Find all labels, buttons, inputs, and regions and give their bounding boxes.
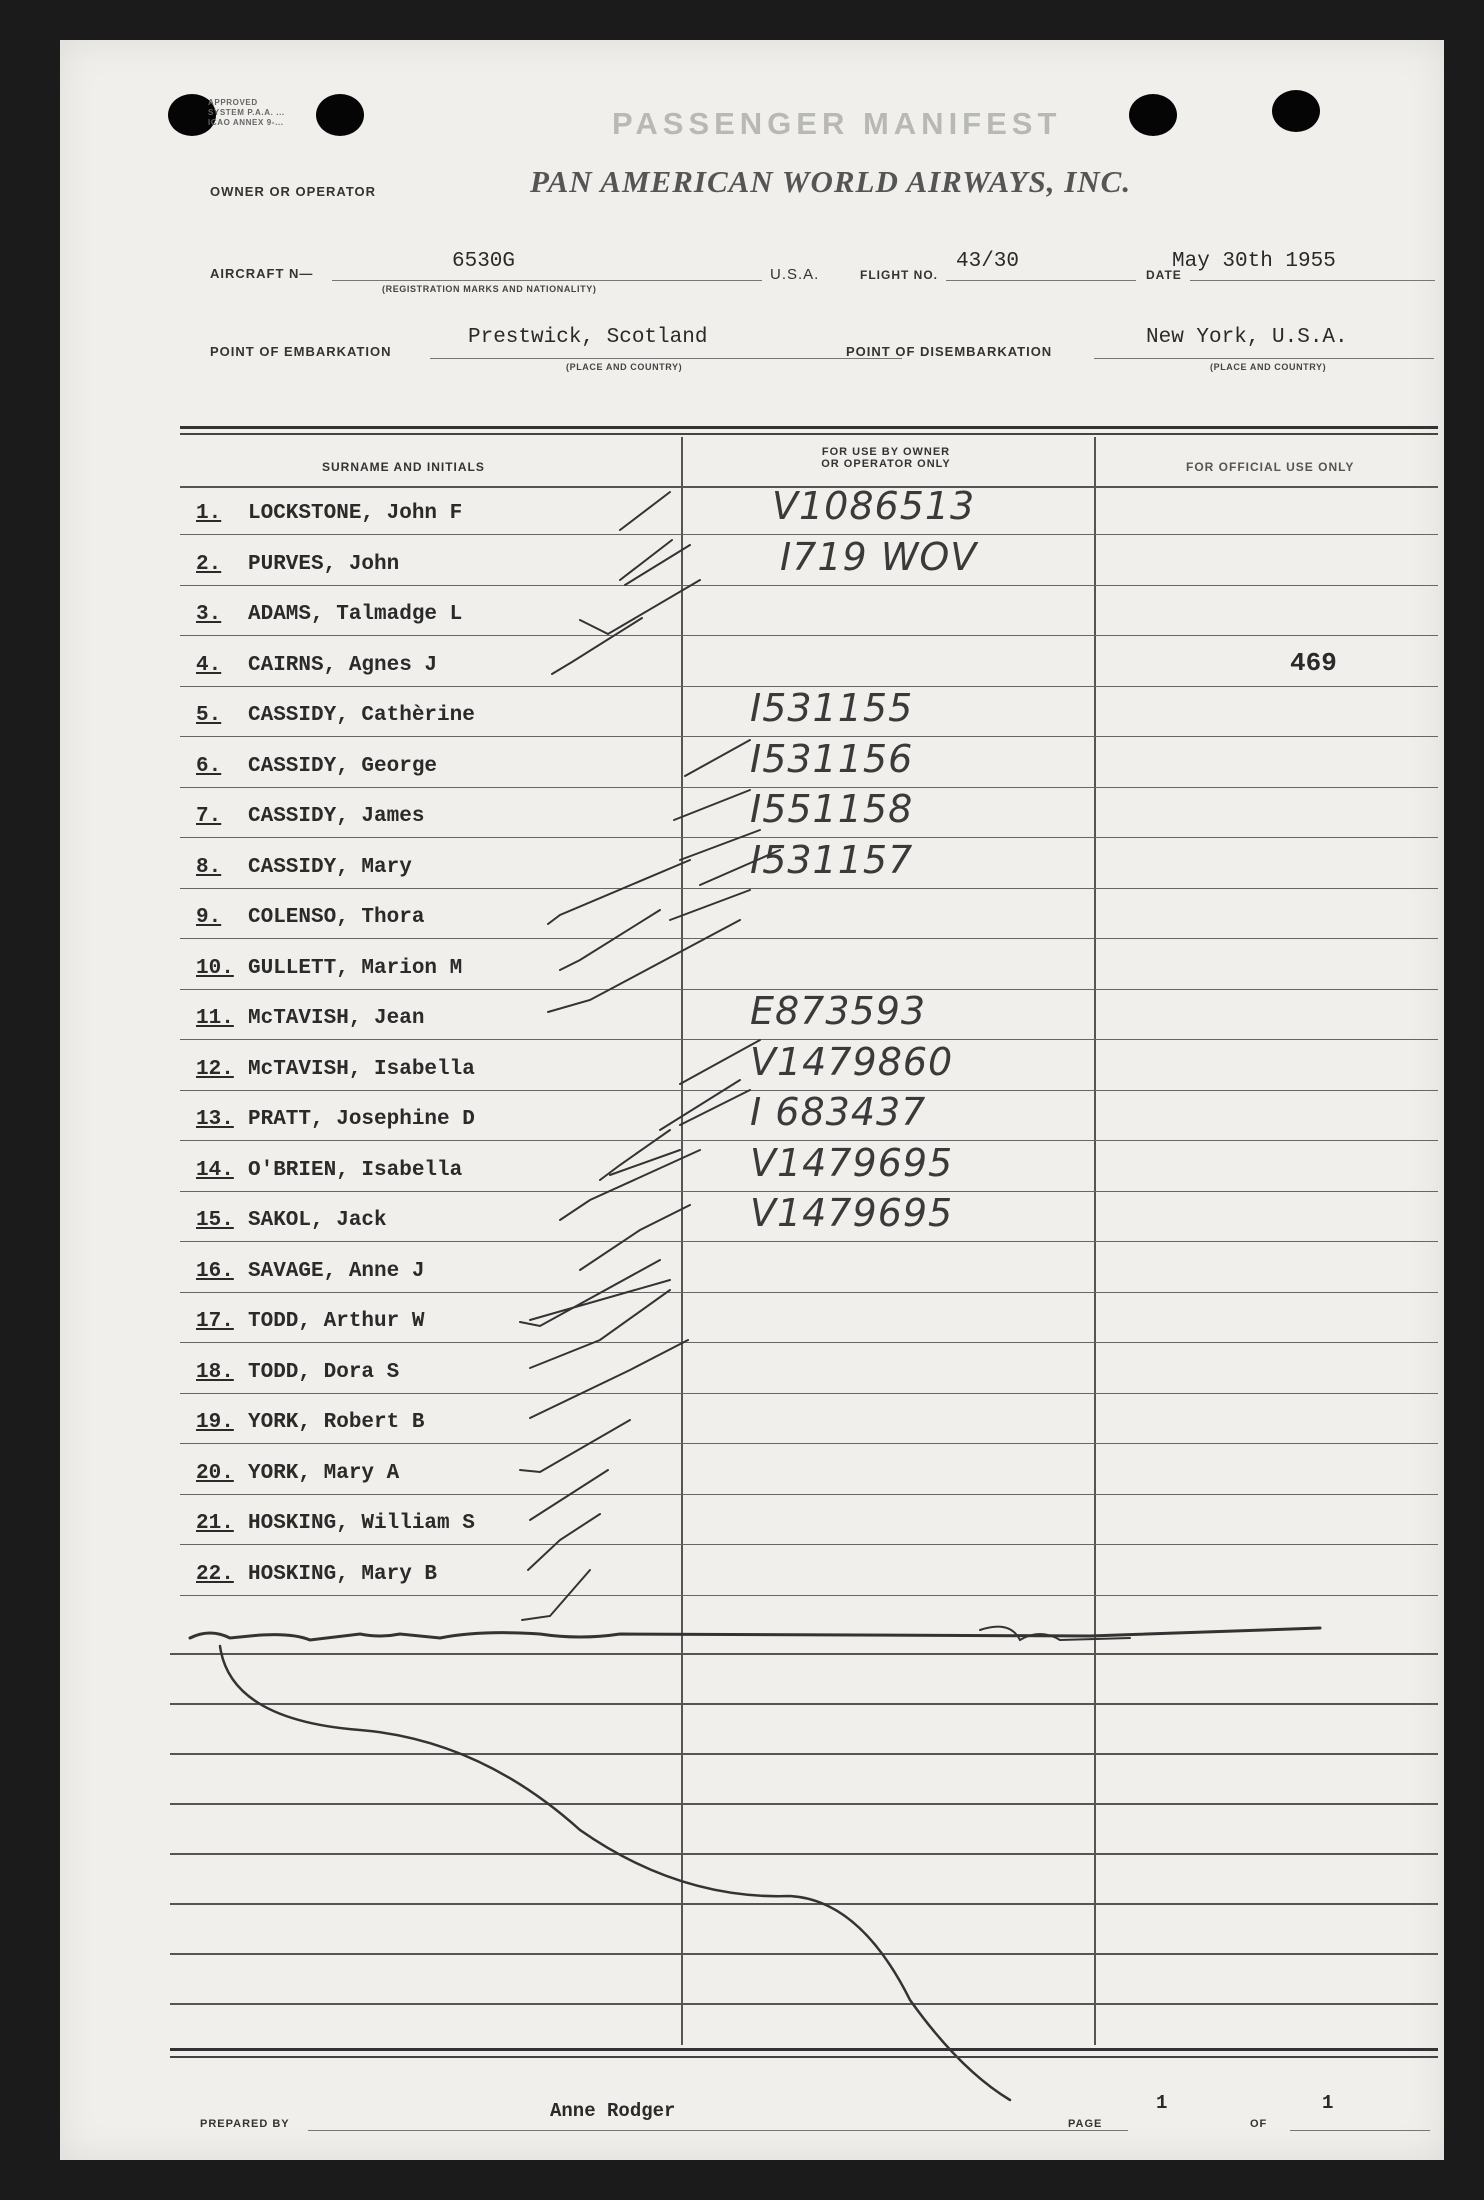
passenger-name: TODD, Dora S	[248, 1360, 400, 1384]
passenger-name: PRATT, Josephine D	[248, 1108, 475, 1131]
check-mark	[680, 830, 760, 860]
date-value: May 30th 1955	[1172, 250, 1336, 273]
row-number: 15.	[196, 1209, 234, 1232]
row-number: 16.	[196, 1259, 234, 1283]
passenger-name: CAIRNS, Agnes J	[248, 653, 438, 677]
passenger-name: YORK, Mary A	[248, 1461, 400, 1485]
embark-caption: (PLACE AND COUNTRY)	[566, 362, 683, 372]
passport-number: E873593	[750, 989, 927, 1033]
owner-label: OWNER OR OPERATOR	[210, 184, 377, 199]
embark-label: POINT OF EMBARKATION	[210, 344, 392, 359]
row-number: 8.	[196, 855, 222, 879]
total-pages: 1	[1322, 2092, 1334, 2114]
passenger-name: McTAVISH, Jean	[248, 1007, 425, 1030]
column-header-owner-use: FOR USE BY OWNER OR OPERATOR ONLY	[821, 446, 951, 470]
row-number: 21.	[196, 1512, 234, 1535]
passenger-name: ADAMS, Talmadge L	[248, 603, 463, 626]
official-note: 469	[1290, 648, 1337, 678]
passenger-name: TODD, Arthur W	[248, 1310, 425, 1333]
passenger-name: HOSKING, William S	[248, 1512, 475, 1535]
passenger-name: CASSIDY, James	[248, 805, 425, 828]
disembark-label: POINT OF DISEMBARKATION	[846, 344, 1053, 359]
row-number: 20.	[196, 1461, 234, 1485]
check-mark	[580, 1205, 690, 1270]
row-number: 14.	[196, 1158, 234, 1182]
flight-value: 43/30	[956, 250, 1020, 273]
usa-label: U.S.A.	[770, 266, 820, 283]
check-mark	[520, 1260, 670, 1326]
row-number: 6.	[196, 754, 222, 778]
row-number: 11.	[196, 1007, 234, 1030]
page-label: PAGE	[1068, 2118, 1103, 2130]
aircraft-value: 6530G	[452, 250, 516, 273]
check-mark	[620, 492, 670, 530]
check-mark	[548, 850, 780, 924]
row-number: 13.	[196, 1108, 234, 1131]
row-number: 22.	[196, 1562, 234, 1586]
check-mark	[528, 1514, 600, 1570]
row-number: 19.	[196, 1411, 234, 1434]
cancel-line	[220, 1646, 1010, 2100]
passport-number: I531156	[750, 736, 914, 781]
passenger-name: PURVES, John	[248, 552, 400, 576]
passenger-name: SAVAGE, Anne J	[248, 1259, 425, 1283]
row-number: 9.	[196, 906, 222, 929]
aircraft-label: AIRCRAFT N—	[210, 266, 314, 281]
passenger-name: CASSIDY, George	[248, 754, 438, 778]
passport-number: I 683437	[750, 1090, 927, 1134]
embark-value: Prestwick, Scotland	[468, 326, 708, 349]
passport-number: V1086513	[772, 484, 976, 528]
column-header-official: FOR OFFICIAL USE ONLY	[1186, 460, 1355, 474]
date-label: DATE	[1146, 268, 1182, 282]
check-mark	[530, 1340, 688, 1418]
row-number: 5.	[196, 704, 222, 727]
row-number: 3.	[196, 603, 222, 626]
passenger-name: LOCKSTONE, John F	[248, 502, 463, 525]
passport-number: V1479695	[750, 1191, 954, 1235]
owner-value: PAN AMERICAN WORLD AIRWAYS, INC.	[530, 164, 1132, 199]
check-mark	[552, 618, 642, 674]
flight-label: FLIGHT NO.	[860, 268, 938, 282]
of-label: OF	[1250, 2118, 1268, 2130]
manifest-sheet	[60, 40, 1444, 2160]
row-number: 18.	[196, 1360, 234, 1384]
check-mark	[660, 1080, 750, 1130]
approval-stamp-line: APPROVED	[208, 98, 258, 107]
passport-number: I719 WOV	[780, 534, 978, 579]
approval-stamp-line: ICAO ANNEX 9-...	[208, 118, 284, 127]
registration-caption: (REGISTRATION MARKS AND NATIONALITY)	[382, 284, 597, 294]
approval-stamp-line: SYSTEM P.A.A. ...	[208, 108, 285, 117]
check-mark	[530, 1470, 608, 1520]
check-mark	[580, 580, 700, 634]
check-mark	[620, 540, 690, 585]
passenger-name: CASSIDY, Cathèrine	[248, 704, 475, 727]
row-number: 10.	[196, 956, 234, 980]
check-mark	[530, 1290, 670, 1368]
row-number: 1.	[196, 502, 222, 525]
passenger-name: YORK, Robert B	[248, 1411, 425, 1434]
disembark-caption: (PLACE AND COUNTRY)	[1210, 362, 1327, 372]
handwritten-marks	[60, 40, 1444, 2160]
end-of-list-line	[190, 1628, 1320, 1640]
row-number: 7.	[196, 805, 222, 828]
passport-number: I551158	[750, 787, 914, 831]
check-mark	[685, 740, 750, 776]
page-title: PASSENGER MANIFEST	[612, 106, 1062, 141]
check-mark	[674, 790, 750, 820]
column-header-surname: SURNAME AND INITIALS	[322, 460, 485, 474]
passport-number: V1479695	[750, 1140, 954, 1185]
check-mark	[520, 1420, 630, 1472]
row-number: 2.	[196, 552, 222, 576]
passenger-name: HOSKING, Mary B	[248, 1562, 438, 1586]
row-number: 17.	[196, 1310, 234, 1333]
row-number: 12.	[196, 1057, 234, 1081]
initials-scribble	[980, 1627, 1130, 1640]
passenger-name: SAKOL, Jack	[248, 1209, 387, 1232]
page-number: 1	[1156, 2092, 1168, 2114]
passport-number: V1479860	[750, 1039, 954, 1084]
prepared-label: PREPARED BY	[200, 2118, 290, 2130]
passenger-name: O'BRIEN, Isabella	[248, 1158, 463, 1182]
disembark-value: New York, U.S.A.	[1146, 326, 1348, 349]
passport-number: I531155	[750, 686, 914, 730]
passport-number: I531157	[750, 837, 914, 882]
passenger-name: CASSIDY, Mary	[248, 855, 412, 879]
passenger-name: McTAVISH, Isabella	[248, 1057, 475, 1081]
check-mark	[600, 1130, 680, 1180]
passenger-name: GULLETT, Marion M	[248, 956, 463, 980]
check-mark	[680, 1040, 760, 1084]
check-mark	[522, 1570, 590, 1620]
row-number: 4.	[196, 653, 222, 677]
prepared-value: Anne Rodger	[550, 2100, 676, 2122]
passenger-name: COLENSO, Thora	[248, 906, 425, 929]
check-mark	[548, 920, 740, 1012]
